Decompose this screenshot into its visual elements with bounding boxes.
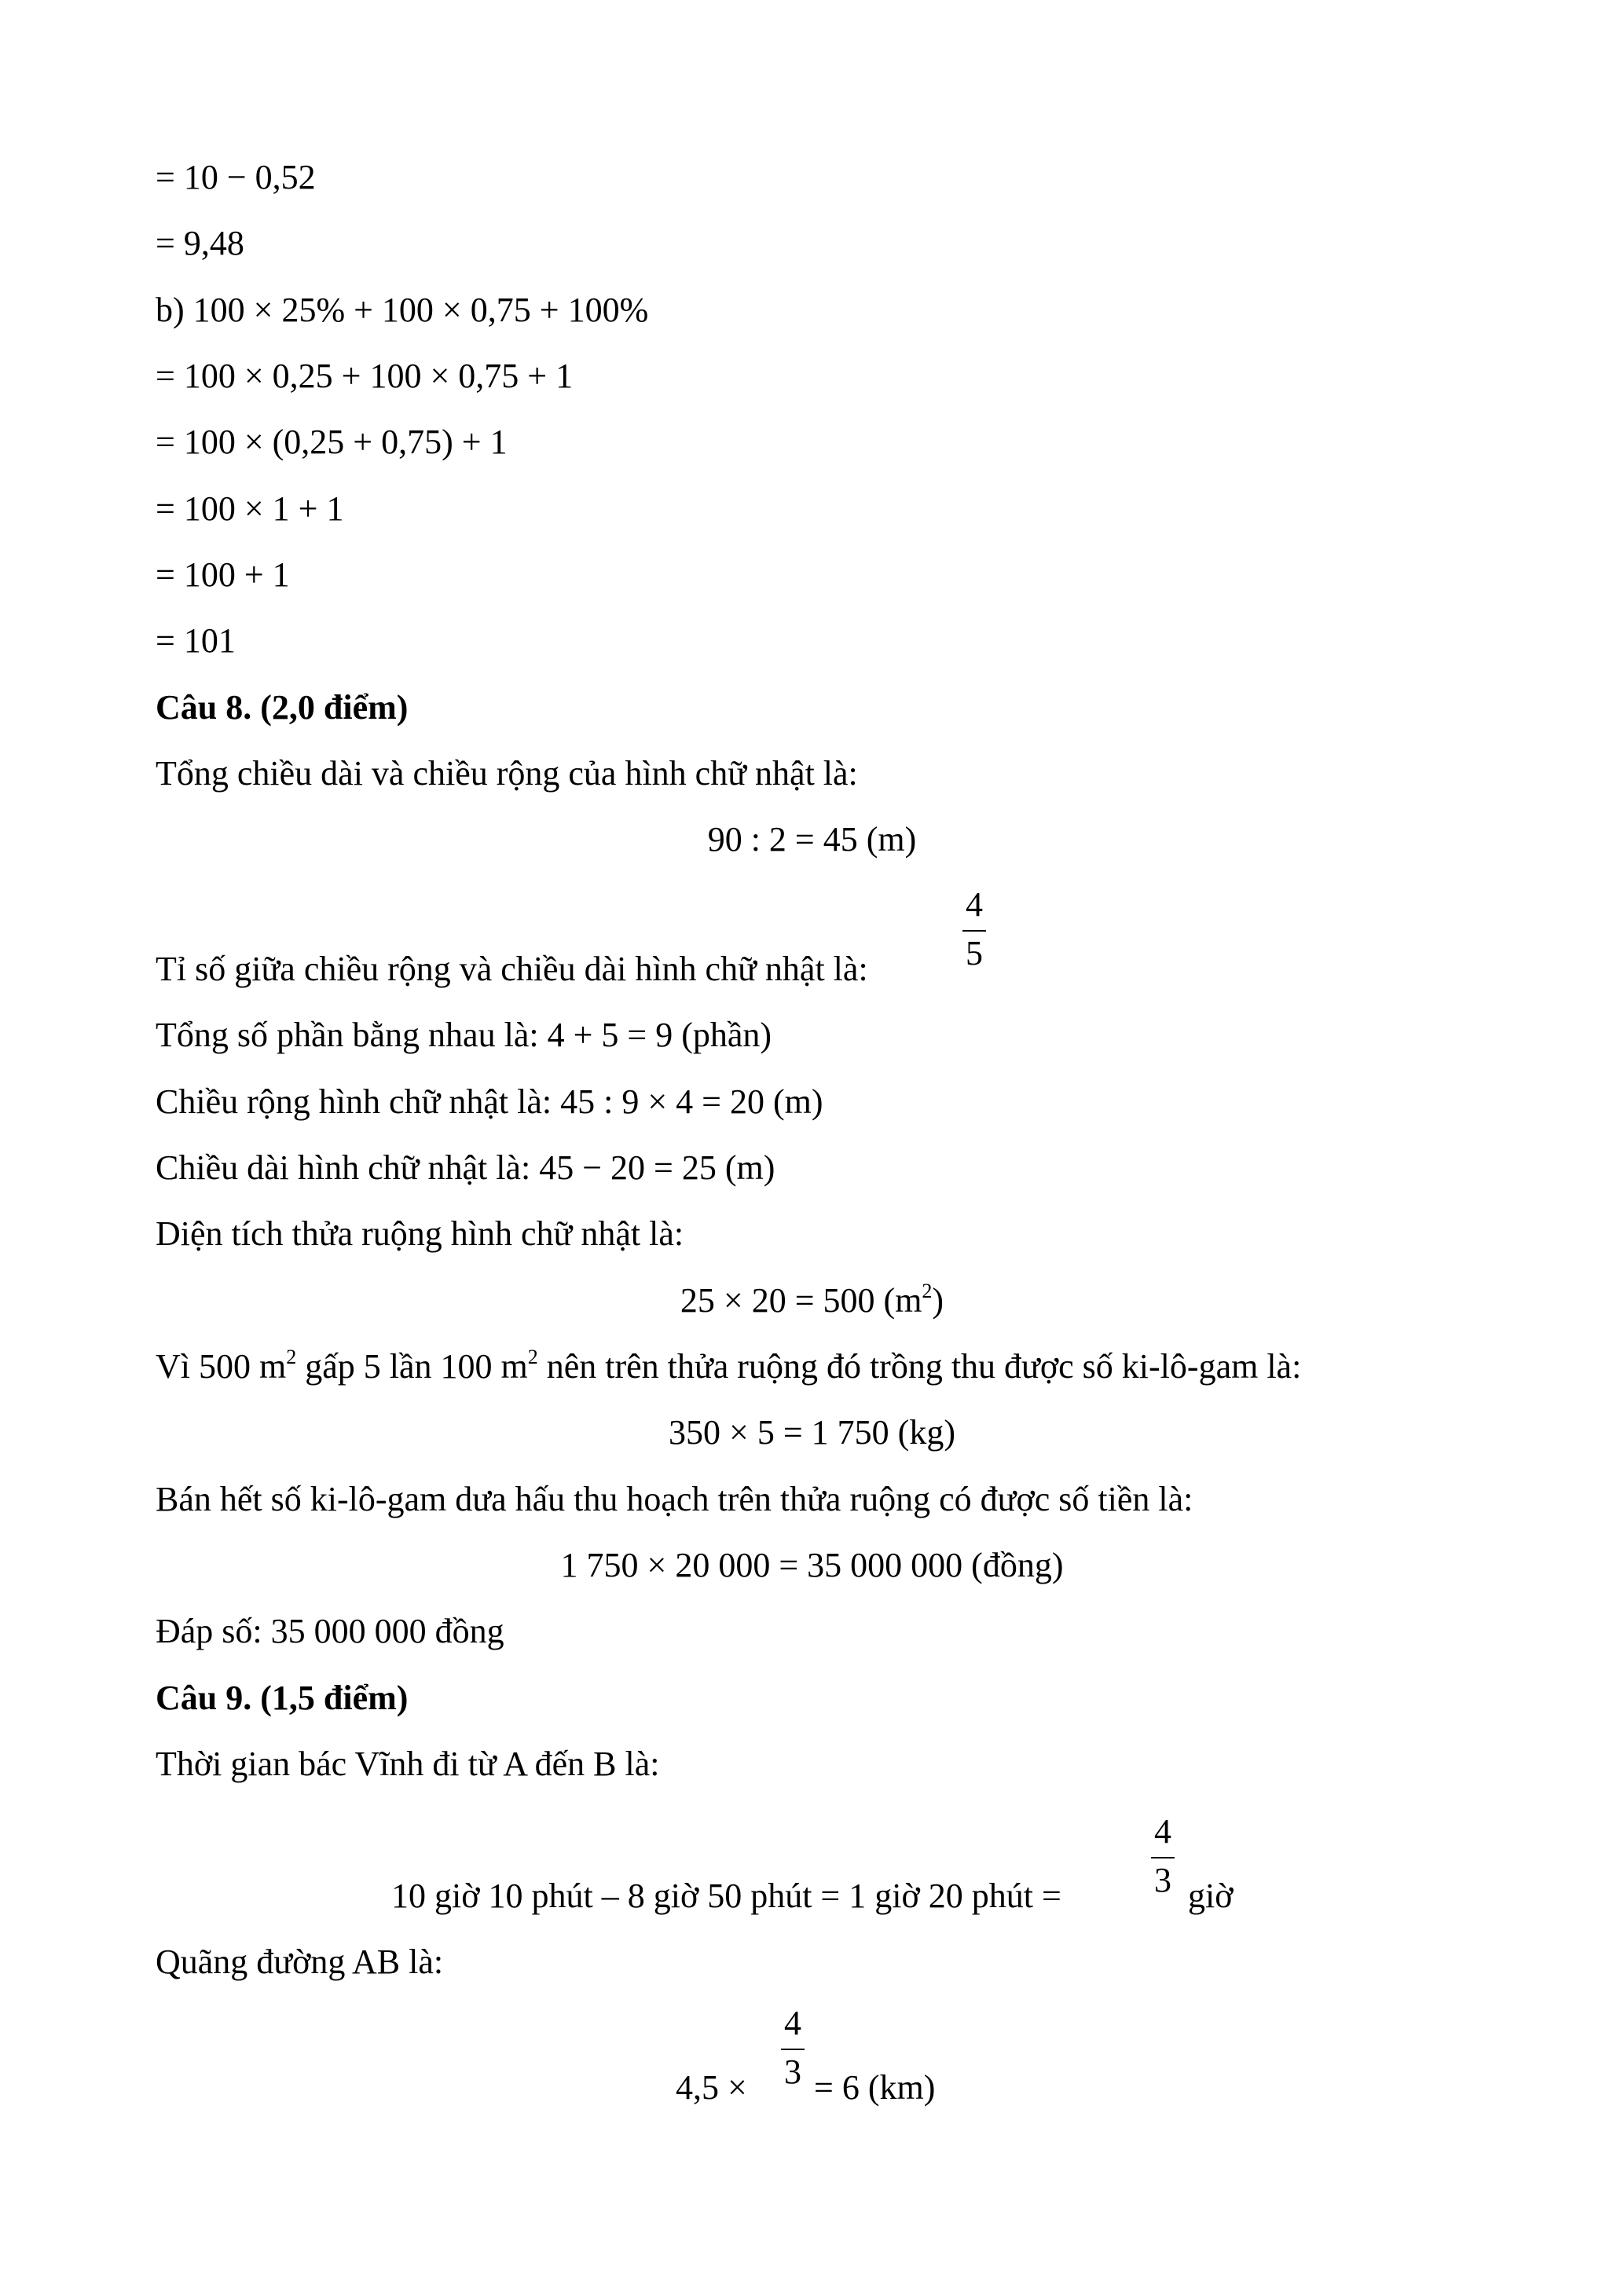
q8-line-4: Tổng số phần bằng nhau là: 4 + 5 = 9 (phần) bbox=[156, 1016, 772, 1054]
question-9-title: Câu 9. (1,5 điểm) bbox=[156, 1679, 409, 1717]
line-9-part-a: Vì 500 m bbox=[156, 1347, 287, 1386]
line-9-part-c: nên trên thửa ruộng đó trồng thu được số ki-lô-gam là: bbox=[537, 1347, 1302, 1386]
q8-line-6: Chiều dài hình chữ nhật là: 45 − 20 = 25 (m) bbox=[156, 1148, 775, 1187]
ratio-denominator: 5 bbox=[966, 934, 983, 972]
q8-line-3: Tỉ số giữa chiều rộng và chiều dài hình chữ nhật là: bbox=[156, 950, 868, 988]
time-numerator: 4 bbox=[1154, 1812, 1171, 1851]
distance-denominator: 3 bbox=[784, 2052, 801, 2091]
q8-line-1: Tổng chiều dài và chiều rộng của hình chữ nhật là: bbox=[156, 754, 858, 793]
part-b-step-1: = 100 × 0,25 + 100 × 0,75 + 1 bbox=[156, 357, 574, 395]
q9-line-3: Quãng đường AB là: bbox=[156, 1943, 444, 1981]
q9-line-2: 10 giờ 10 phút – 8 giờ 50 phút = 1 giờ 20 phút = bbox=[391, 1877, 1061, 1915]
q8-line-9 bbox=[156, 1346, 1301, 1387]
part-b-step-3: = 100 × 1 + 1 bbox=[156, 489, 344, 528]
part-b-step-4: = 100 + 1 bbox=[156, 555, 290, 594]
fraction-bar bbox=[1151, 1857, 1175, 1858]
part-a-step-2: = 9,48 bbox=[156, 224, 244, 262]
part-b-step-5: = 101 bbox=[156, 621, 236, 660]
q8-line-12: 1 750 × 20 000 = 35 000 000 (đồng) bbox=[560, 1546, 1064, 1584]
q8-answer: Đáp số: 35 000 000 đồng bbox=[156, 1612, 504, 1650]
part-b-step-2: = 100 × (0,25 + 0,75) + 1 bbox=[156, 423, 508, 461]
q9-line-2-unit: giờ bbox=[1188, 1877, 1234, 1915]
part-a-step-1: = 10 − 0,52 bbox=[156, 158, 316, 196]
line-9-part-b: gấp 5 lần 100 m bbox=[296, 1347, 528, 1386]
q9-line-4-left: 4,5 × bbox=[676, 2068, 747, 2107]
q8-line-5: Chiều rộng hình chữ nhật là: 45 : 9 × 4 = 20 (m) bbox=[156, 1082, 823, 1121]
area-expression: 25 × 20 = 500 (m bbox=[680, 1281, 922, 1320]
line-9-sup-1: 2 bbox=[286, 1346, 297, 1368]
q8-line-11: Bán hết số ki-lô-gam dưa hấu thu hoạch trên thửa ruộng có được số tiền là: bbox=[156, 1480, 1193, 1518]
line-9-sup-2: 2 bbox=[527, 1346, 538, 1368]
distance-numerator: 4 bbox=[784, 2004, 801, 2042]
part-b-expression: b) 100 × 25% + 100 × 0,75 + 100% bbox=[156, 291, 649, 329]
area-superscript: 2 bbox=[922, 1280, 933, 1302]
q8-line-7: Diện tích thửa ruộng hình chữ nhật là: bbox=[156, 1214, 684, 1253]
fraction-bar bbox=[781, 2049, 805, 2050]
q8-line-2: 90 : 2 = 45 (m) bbox=[707, 820, 917, 859]
fraction-bar bbox=[962, 930, 986, 932]
q8-line-10: 350 × 5 = 1 750 (kg) bbox=[669, 1413, 955, 1452]
question-8-title: Câu 8. (2,0 điểm) bbox=[156, 688, 409, 727]
area-close-paren: ) bbox=[932, 1281, 944, 1320]
time-denominator: 3 bbox=[1154, 1861, 1171, 1899]
q9-line-4-right: = 6 (km) bbox=[814, 2068, 936, 2107]
q9-line-1: Thời gian bác Vĩnh đi từ A đến B là: bbox=[156, 1745, 660, 1783]
ratio-numerator: 4 bbox=[966, 885, 983, 924]
q8-area-calculation bbox=[0, 1280, 1624, 1321]
